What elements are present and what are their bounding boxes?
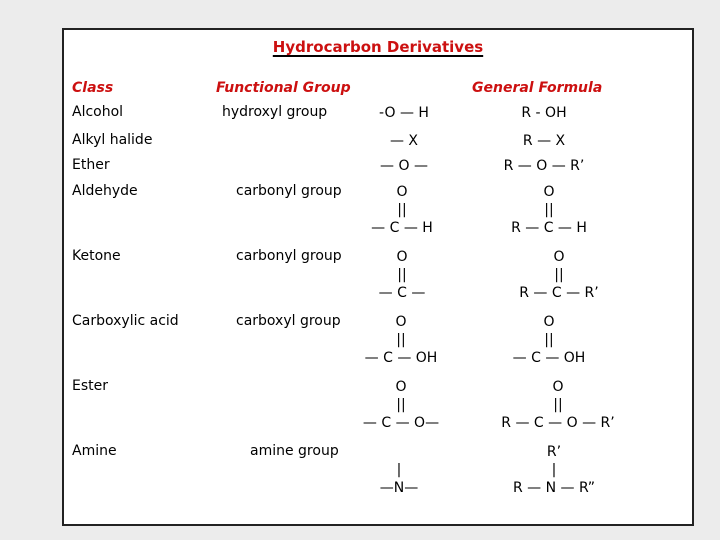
fg-formula-aldehyde [352, 183, 452, 237]
row-group-alcohol: hydroxyl group [222, 104, 328, 120]
row-class-aldehyde: Aldehyde [72, 183, 138, 199]
formula-line: | [396, 462, 402, 478]
formula-line: || [554, 267, 564, 283]
formula-line: — C — OH [512, 350, 586, 366]
formula-line: -O — H [379, 105, 429, 121]
fg-formula-ketone [352, 248, 452, 302]
formula-line: O [396, 249, 408, 265]
row-group-carboxylic-acid: carboxyl group [236, 313, 341, 329]
formula-line: || [397, 267, 407, 283]
formula-line: || [396, 397, 406, 413]
fg-formula-alkyl-halide [364, 132, 444, 150]
formula-line: | [551, 462, 557, 478]
row-group-amine: amine group [250, 443, 339, 459]
formula-line: O [553, 249, 565, 265]
formula-line: || [544, 202, 554, 218]
row-class-carboxylic-acid: Carboxylic acid [72, 313, 179, 329]
formula-line: || [553, 397, 563, 413]
fg-formula-carboxylic-acid [346, 313, 456, 367]
row-group-ketone: carbonyl group [236, 248, 342, 264]
formula-line: — C — [378, 285, 426, 301]
formula-line: O [543, 184, 555, 200]
fg-formula-ester [346, 378, 456, 432]
formula-line: —N— [379, 480, 419, 496]
fg-formula-alcohol [364, 104, 444, 122]
row-class-alkyl-halide: Alkyl halide [72, 132, 153, 148]
row-group-aldehyde: carbonyl group [236, 183, 342, 199]
formula-line: R — C — R’ [519, 285, 599, 301]
formula-line: || [544, 332, 554, 348]
row-class-ketone: Ketone [72, 248, 121, 264]
formula-line: — C — H [371, 220, 433, 236]
formula-line: || [397, 202, 407, 218]
row-class-ether: Ether [72, 157, 110, 173]
formula-line: || [396, 332, 406, 348]
page-title: Hydrocarbon Derivatives [272, 38, 484, 56]
fg-formula-ether [364, 157, 444, 175]
general-formula-alkyl-halide [484, 132, 604, 150]
general-formula-ketone [484, 248, 634, 302]
general-formula-ether [484, 157, 604, 175]
header-functional-group: Functional Group [216, 80, 351, 96]
formula-line: R - OH [521, 105, 567, 121]
formula-line: — C — O— [362, 415, 440, 431]
header-general-formula: General Formula [472, 80, 603, 96]
fg-formula-amine [354, 461, 444, 497]
row-class-ester: Ester [72, 378, 108, 394]
formula-line: — O — [380, 158, 428, 174]
formula-line: R — O — R’ [503, 158, 585, 174]
row-class-amine: Amine [72, 443, 117, 459]
formula-line: R — C — O — R’ [501, 415, 615, 431]
formula-line: O [395, 379, 407, 395]
formula-line: — C — OH [364, 350, 438, 366]
row-class-alcohol: Alcohol [72, 104, 124, 120]
formula-line: — X [389, 133, 419, 149]
general-formula-ester [478, 378, 638, 432]
formula-line: R — C — H [511, 220, 587, 236]
header-class: Class [72, 80, 114, 96]
general-formula-carboxylic-acid [484, 313, 614, 367]
formula-line: O [396, 184, 408, 200]
formula-line: R’ [546, 444, 562, 460]
general-formula-alcohol [484, 104, 604, 122]
general-formula-aldehyde [484, 183, 614, 237]
slide [62, 28, 694, 526]
general-formula-amine [484, 443, 624, 497]
formula-line: R — X [522, 133, 566, 149]
formula-line: R — N — R” [512, 480, 596, 496]
formula-line: O [395, 314, 407, 330]
formula-line: O [552, 379, 564, 395]
formula-line: O [543, 314, 555, 330]
